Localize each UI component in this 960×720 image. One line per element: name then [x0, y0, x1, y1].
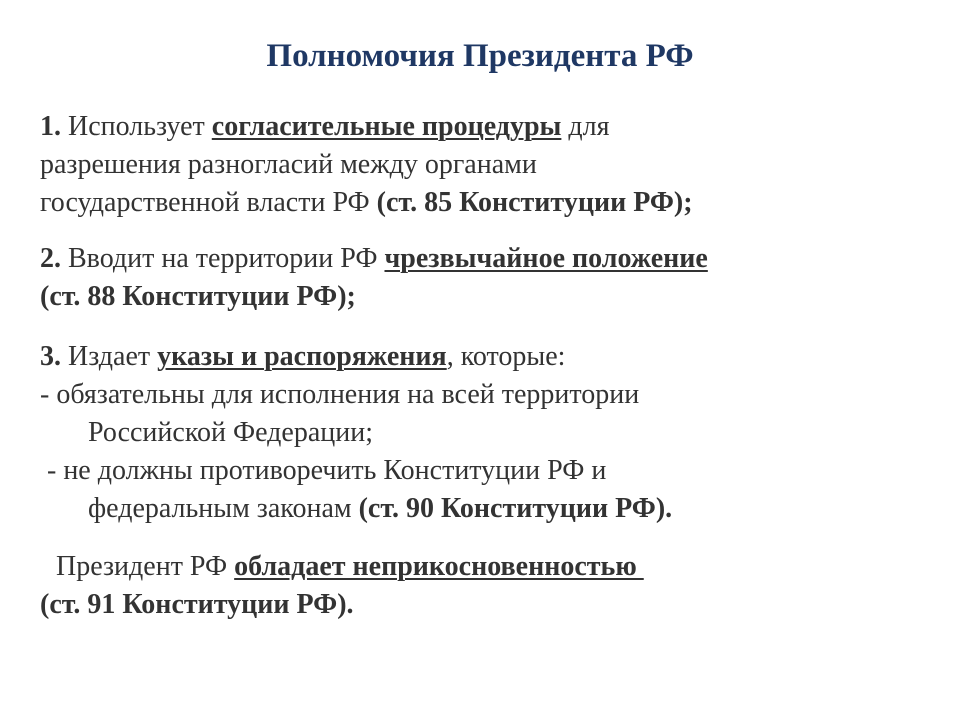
item-1-line-3-text: государственной власти РФ	[40, 187, 377, 218]
item-3-dash-2-line-1: - не должны противоречить Конституции РФ и	[40, 455, 607, 486]
item-2	[40, 240, 920, 316]
item-4-citation-text: (ст. 91 Конституции РФ).	[40, 589, 354, 620]
item-3-citation: (ст. 90 Конституции РФ).	[358, 493, 673, 524]
item-2-citation	[40, 278, 920, 316]
item-4-line-1	[40, 548, 920, 586]
item-1-citation: (ст. 85 Конституции РФ);	[376, 187, 693, 218]
item-3-number: 3.	[40, 341, 61, 372]
item-1-line-2: разрешения разногласий между органами	[40, 149, 537, 180]
item-4-underlined: обладает неприкосновенностью	[234, 551, 644, 582]
item-1-line-1	[40, 108, 920, 146]
item-3-text-end: , которые:	[446, 341, 566, 372]
item-2-underlined: чрезвычайное положение	[384, 243, 708, 274]
item-2-citation-text: (ст. 88 Конституции РФ);	[40, 281, 356, 312]
item-3-underlined: указы и распоряжения	[157, 341, 447, 372]
page-title: Полномочия Президента РФ	[266, 38, 694, 74]
item-1-text-end: для	[561, 111, 610, 142]
item-2-line-1	[40, 240, 920, 278]
item-3-dash-2-text: федеральным законам	[88, 493, 359, 524]
item-3-dash-2-line-2	[40, 490, 920, 528]
item-1-line-3	[40, 184, 920, 222]
item-3	[40, 338, 920, 528]
item-3-line-1	[40, 338, 920, 376]
item-1-number: 1.	[40, 111, 61, 142]
item-1	[40, 108, 920, 222]
item-3-dash-1-line-1: - обязательны для исполнения на всей территории	[40, 379, 640, 410]
slide-body	[40, 108, 920, 624]
item-2-number: 2.	[40, 243, 61, 274]
item-4	[40, 548, 920, 624]
item-1-underlined: согласительные процедуры	[211, 111, 562, 142]
item-4-text: Президент РФ	[56, 551, 235, 582]
item-4-citation	[40, 586, 920, 624]
item-1-text: Использует	[61, 111, 212, 142]
item-3-dash-1-line-2: Российской Федерации;	[88, 417, 374, 448]
item-3-text: Издает	[61, 341, 158, 372]
item-2-text: Вводит на территории РФ	[61, 243, 385, 274]
